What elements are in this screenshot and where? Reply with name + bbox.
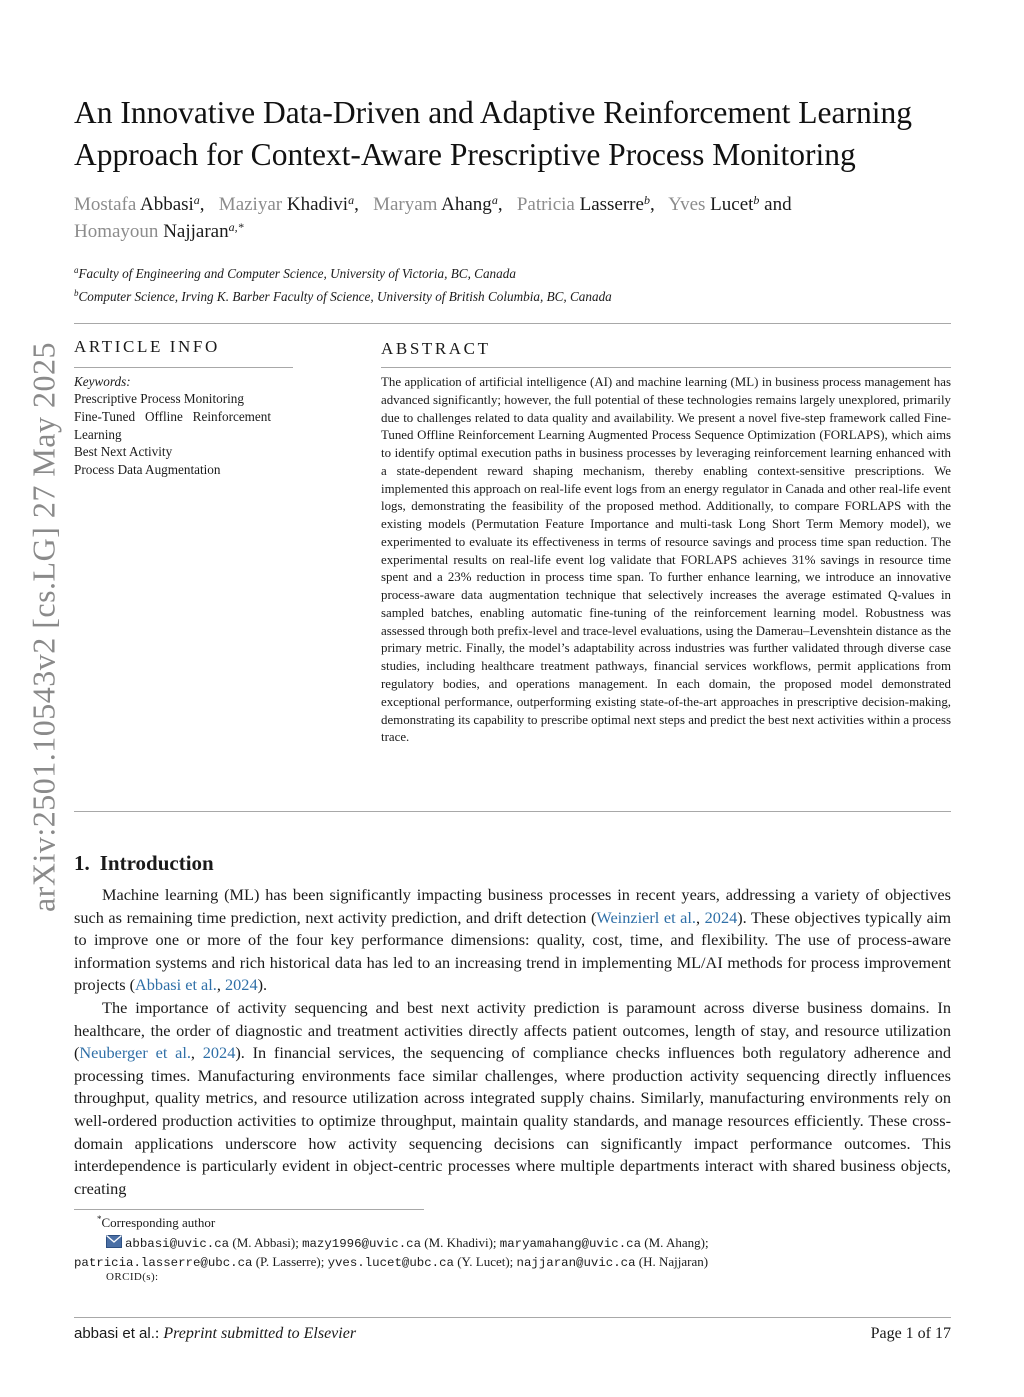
affiliation: $^b$Computer Science, Irving K. Barber Faculty of Science, University of British Columbia, BC, Canada [74,288,612,304]
paragraph: The importance of activity sequencing and best next activity prediction is paramount across diverse business domains. In healthcare, the order of diagnostic and treatment activities directly affects patient outcomes, length of stay, and resource utilization (Neuberger et al., 2024). In financial services, the sequencing of compliance checks influences both regulatory adherence and processing times. Manufacturing environments face similar challenges, where production activity sequencing directly influences throughput, quality metrics, and resource utilization across integrated supply chains. Similarly, manufacturing environments rely on well-ordered production activities to optimize throughput, maintain quality standards, and manage resources efficiently. These cross-domain applications underscore how activity sequencing decisions can significantly impact performance outcomes. This interdependence is particularly evident in object-centric processes where multiple departments interact with shared business objects, creating [74,997,952,1198]
running-header-authors: abbasi et al. [74,1325,155,1342]
corresponding-author-note: *Corresponding author [97,1214,216,1230]
paper-title [74,92,974,176]
footnote-rule [74,1209,424,1210]
citation-link[interactable]: Neuberger et al. [79,1043,191,1063]
citation-link[interactable]: Weinzierl et al. [596,907,696,927]
citation-link[interactable]: 2024 [202,1043,236,1063]
citation-link[interactable]: Abbasi et al. [135,975,217,995]
email-footnote: abbasi@uvic.ca (M. Abbasi); mazy1996@uvic.ca (M. Khadivi); maryamahang@uvic.ca (M. Ahang); patricia.lasserre@ubc.ca (P. Lasserre); yves.lucet@ubc.ca (Y. Lucet); najjaran@uvic.ca (H. Najjaran) [74,1235,709,1270]
title-line-2: Approach for Context-Aware Prescriptive Process Monitoring [74,137,856,172]
mail-icon [106,1235,122,1248]
email-link[interactable]: mazy1996@uvic.ca [302,1237,422,1251]
email-link[interactable]: abbasi@uvic.ca [125,1237,230,1251]
paragraph: Machine learning (ML) has been significantly impacting business processes in recent years, addressing a variety of objectives such as remaining time prediction, next activity prediction, and drift detection (Weinzierl et al., 2024). These objectives typically aim to improve one or more of the four key performance dimensions: quality, cost, time, and flexibility. The use of process-aware information systems and rich historical data has led to an increasing trend in implementing ML/AI methods for process improvement projects (Abbasi et al., 2024). [74,885,952,995]
keywords-label: Keywords: [74,374,131,389]
abstract-heading: ABSTRACT [381,339,491,358]
author: Mostafa Abbasi$^a$ [74,193,200,215]
keyword: Learning [74,426,122,442]
footer-rule [74,1317,951,1318]
journal-note: Preprint submitted to Elsevier [163,1325,357,1342]
author: Patricia Lasserre$^b$ [516,193,650,215]
keyword: Best Next Activity [74,444,173,460]
divider [74,367,293,368]
running-footer: abbasi et al.: Preprint submitted to Elsevier [74,1325,357,1342]
arxiv-id: arXiv:2501.10543v2 [cs.LG] 27 May 2025 [25,341,62,913]
orcid-label: ORCID(s): [106,1271,159,1283]
keyword: Prescriptive Process Monitoring [74,391,244,406]
author: Maryam Ahang$^a$ [373,193,498,215]
keyword-list [74,390,294,479]
affiliation: $^a$Faculty of Engineering and Computer Science, University of Victoria, BC, Canada [74,265,516,281]
page-number: Page 1 of 17 [870,1325,951,1342]
abstract-text: The application of artificial intelligence (AI) and machine learning (ML) in business process management has advanced significantly; however, the full potential of these technologies remains largely unexplored, primarily due to challenges related to data quality and availability. We present a novel five-step framework called Fine-Tuned Offline Reinforcement Learning Augmented Process Sequence Optimization (FORLAPS), which aims to identify optimal execution paths in business processes by leveraging reinforcement learning enhanced with a state-dependent reward shaping mechanism, thereby enabling context-sensitive prescriptions. We implemented this approach on real-life event logs from an energy regulator in Canada and other real-life event logs, demonstrating the feasibility of the proposed method. Additionally, to compare FORLAPS with the existing models (Permutation Feature Importance and multi-task Long Short Term Memory model), we experimented to evaluate its effectiveness in terms of resource savings and process time span reduction. The experimental results on real-life event log validate that FORLAPS achieves 31% savings in resource time spent and a 23% reduction in process time span. To further enhance learning, we introduce an innovative process-aware data augmentation technique that selectively increases the average estimated Q-values in sampled batches, enabling automatic fine-tuning of the reinforcement learning model. Robustness was assessed through both prefix-level and trace-level evaluations, using the Damerau–Levenshtein distance as the primary metric. Finally, the model’s adaptability across industries was further validated through diverse case studies, including healthcare treatment pathways, financial services workflows, permit applications from regulatory bodies, and operations management. In each domain, the proposed model demonstrated exceptional performance, outperforming existing state-of-the-art approaches in prescriptive decision-making, demonstrating its capability to prescribe optimal next steps and predict the best next activities within a process trace. [381,375,951,745]
email-link[interactable]: patricia.lasserre@ubc.ca [74,1256,253,1270]
author: Homayoun Najjaran$^{a,*}$ [74,220,244,242]
email-link[interactable]: najjaran@uvic.ca [516,1256,636,1270]
section-heading [74,851,214,876]
citation-link[interactable]: 2024 [225,975,258,995]
author: Yves Lucet$^b$ [668,193,760,215]
keyword: Fine-Tuned Offline Reinforcement [74,408,272,424]
article-info-heading: ARTICLE INFO [74,337,220,356]
title-line-1: An Innovative Data-Driven and Adaptive Reinforcement Learning [74,95,912,130]
email-link[interactable]: maryamahang@uvic.ca [499,1237,642,1251]
keyword: Process Data Augmentation [74,462,221,478]
divider [74,323,951,324]
divider [74,811,951,812]
introduction-body [74,884,951,1200]
divider [381,367,951,368]
email-link[interactable]: yves.lucet@ubc.ca [327,1256,454,1270]
author: Maziyar Khadivi$^a$ [218,193,355,215]
author-list: Mostafa Abbasi$^a$, Maziyar Khadivi$^a$, Maryam Ahang$^a$, Patricia Lasserre$^b$, Yves Lucet$^b$ and Homayoun Najjaran$^{a,*}$ [74,193,792,242]
section-number: 1. [74,851,90,875]
section-title: Introduction [99,851,214,875]
citation-link[interactable]: 2024 [704,907,738,927]
